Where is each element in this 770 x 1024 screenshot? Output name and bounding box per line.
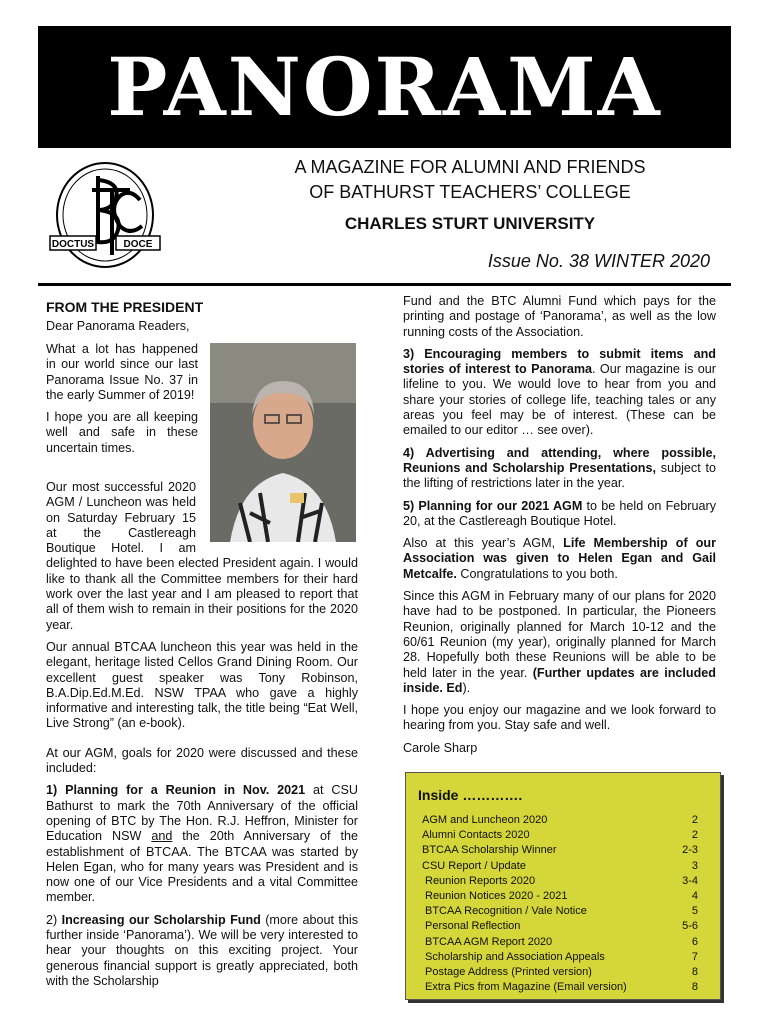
motto-right: DOCE bbox=[123, 239, 153, 250]
contents-item bbox=[422, 889, 706, 904]
goal-5-text: to be held on February 20, at the Castlereagh Boutique Hotel. bbox=[403, 498, 716, 528]
masthead-title: PANORAMA bbox=[107, 40, 662, 134]
contents-item-page: 7 bbox=[691, 950, 698, 963]
paragraph-3: Our most successful 2020 AGM / Luncheon was held on Saturday February 15 at the Castlereagh Boutique Hotel. I am delighted to have been elected President again. I would like to thank all the Committee members for their hard work over the last year and I am pleased to report that all of them wish to remain in their positions for the 2020 year. bbox=[46, 480, 358, 632]
paragraph-7 bbox=[46, 913, 358, 989]
contents-item bbox=[422, 965, 706, 980]
contents-item-label: Reunion Notices 2020 - 2021 bbox=[425, 890, 568, 903]
signature: Carole Sharp bbox=[403, 740, 478, 755]
paragraph-1: What a lot has happened in our world since our last Panorama Issue No. 37 in the early Summer of 2019! bbox=[46, 342, 198, 402]
paragraph-2: I hope you are all keeping well and safe in these uncertain times. bbox=[46, 410, 198, 455]
contents-item-page: 2-3 bbox=[682, 844, 698, 857]
contents-item-page: 8 bbox=[691, 981, 698, 994]
masthead bbox=[38, 26, 731, 148]
goal-2-text: (more about this further inside ‘Panorama’). We will be very interested to hear your thoughts on this exciting project. Your generous financial support is greatly appreciated, both with the Scholarship bbox=[46, 912, 358, 988]
paragraph-4: Our annual BTCAA luncheon this year was held in the elegant, heritage listed Cellos Grand Dining Room. Our excellent guest speaker was Tony Robinson, B.A.Dip.Ed.M.Ed. NSW TPAA who gave a highly informative and interesting talk, the title being “Eat Well, Live Strong” (an e-book). bbox=[46, 639, 358, 731]
contents-item-page: 3-4 bbox=[682, 874, 698, 887]
contents-item bbox=[422, 935, 706, 950]
right-paragraph-2 bbox=[403, 347, 716, 439]
contents-item-page: 5-6 bbox=[682, 920, 698, 933]
goal-2-number: 2) bbox=[46, 912, 62, 927]
contents-list bbox=[422, 813, 706, 995]
contents-item-label: Reunion Reports 2020 bbox=[425, 874, 536, 887]
magazine-subtitle-line1: A MAGAZINE FOR ALUMNI AND FRIENDS bbox=[294, 157, 646, 177]
right-paragraph-6 bbox=[403, 589, 716, 696]
goal-5-heading: 5) Planning for our 2021 AGM bbox=[403, 498, 583, 513]
magazine-subtitle-line2: OF BATHURST TEACHERS’ COLLEGE bbox=[309, 182, 631, 202]
section-heading: FROM THE PRESIDENT bbox=[46, 299, 204, 315]
contents-item-page: 5 bbox=[691, 905, 698, 918]
contents-item-label: CSU Report / Update bbox=[422, 859, 526, 872]
president-heading-block bbox=[46, 300, 358, 342]
salutation: Dear Panorama Readers, bbox=[46, 319, 190, 334]
contents-item-label: BTCAA Recognition / Vale Notice bbox=[425, 905, 587, 918]
contents-item bbox=[422, 843, 706, 858]
contents-item-label: Personal Reflection bbox=[425, 920, 521, 933]
life-membership-intro: Also at this year’s AGM, bbox=[403, 536, 564, 551]
motto-left: DOCTUS bbox=[51, 239, 95, 250]
goal-1-underlined: and bbox=[151, 829, 173, 844]
right-paragraph-1: Fund and the BTC Alumni Fund which pays for the printing and postage of ‘Panorama’, as well as the low running costs of the Association. bbox=[403, 294, 716, 339]
goal-3-text: . Our magazine is our lifeline to you. We would love to hear from you and share your stories of college life, teaching tales or any areas you feel may be of interest. (These can be emailed to our editor … see over). bbox=[403, 362, 716, 438]
contents-item-page: 2 bbox=[691, 829, 698, 842]
contents-item-page: 4 bbox=[691, 890, 698, 903]
intro-narrow-column bbox=[46, 342, 198, 463]
contents-item-label: Scholarship and Association Appeals bbox=[425, 950, 605, 963]
life-membership-congrats: Congratulations to you both. bbox=[456, 566, 618, 581]
goal-1-heading: 1) Planning for a Reunion in Nov. 2021 bbox=[46, 783, 306, 798]
contents-item bbox=[422, 950, 706, 965]
goal-3-heading: 3) Encouraging members to submit items and stories of interest to Panorama bbox=[403, 346, 716, 377]
contents-item-page: 3 bbox=[691, 859, 698, 872]
paragraph-6 bbox=[46, 783, 358, 905]
contents-item-page: 8 bbox=[691, 966, 698, 979]
contents-item-page: 6 bbox=[691, 935, 698, 948]
contents-item-label: BTCAA Scholarship Winner bbox=[422, 844, 557, 857]
goal-1-text-a: at CSU Bathurst to mark the 70th Anniversary of the official opening of BTC by The Hon. R.J. Heffron, Minister for Education NSW bbox=[46, 783, 358, 844]
postponed-text: Since this AGM in February many of our plans for 2020 have had to be postponed. In particular, the Pioneers Reunion, originally planned for March 10-12 and the 60/61 Reunion (my year), originally planned for March 28. Hopefully both these Reunions will be able to be held later in the year. bbox=[403, 589, 716, 680]
university-name: CHARLES STURT UNIVERSITY bbox=[344, 214, 596, 233]
header-rule bbox=[38, 283, 731, 286]
contents-item bbox=[422, 828, 706, 843]
contents-item bbox=[422, 874, 706, 889]
inside-contents-box bbox=[405, 772, 721, 1000]
contents-item-page: 2 bbox=[691, 814, 698, 826]
college-crest-logo bbox=[40, 160, 170, 275]
life-membership-bold: Life Membership of our Association was given to Helen Egan and Gail Metcalfe. bbox=[403, 536, 716, 581]
contents-item-label: Extra Pics from Magazine (Email version) bbox=[425, 981, 627, 994]
contents-item bbox=[422, 980, 706, 995]
issue-number: Issue No. 38 WINTER 2020 bbox=[487, 251, 710, 271]
contents-item bbox=[422, 813, 706, 828]
contents-item-label: BTCAA AGM Report 2020 bbox=[425, 935, 553, 948]
paragraph-5: At our AGM, goals for 2020 were discussed and these included: bbox=[46, 745, 358, 776]
updates-note: (Further updates are included inside. Ed bbox=[403, 665, 717, 695]
inside-title: Inside …………. bbox=[418, 787, 523, 803]
contents-item-label: Alumni Contacts 2020 bbox=[422, 829, 530, 842]
right-paragraph-7: I hope you enjoy our magazine and we look forward to hearing from you. Stay safe and well. bbox=[403, 703, 716, 733]
contents-item bbox=[422, 904, 706, 919]
goal-2-heading: Increasing our Scholarship Fund bbox=[61, 912, 261, 927]
right-paragraph-4 bbox=[403, 499, 716, 530]
goal-1-text-b: the 20th Anniversary of the establishment of BTCAA. The BTCAA was started by Helen Egan, who for many years was President and is now one of our Vice Presidents and a vital Committee member. bbox=[46, 829, 358, 905]
contents-item bbox=[422, 919, 706, 934]
right-paragraph-3 bbox=[403, 446, 716, 492]
president-main-text bbox=[46, 480, 358, 996]
goal-4-heading: 4) Advertising and attending, where possible, Reunions and Scholarship Presentations, bbox=[403, 445, 716, 475]
contents-item-label: Postage Address (Printed version) bbox=[425, 966, 592, 979]
contents-item-label: AGM and Luncheon 2020 bbox=[422, 814, 548, 826]
updates-note-end: ). bbox=[462, 680, 471, 695]
goal-4-text: subject to the lifting of restrictions later in the year. bbox=[403, 460, 716, 491]
contents-item bbox=[422, 859, 706, 874]
right-paragraph-5 bbox=[403, 536, 716, 582]
right-column bbox=[403, 294, 716, 763]
